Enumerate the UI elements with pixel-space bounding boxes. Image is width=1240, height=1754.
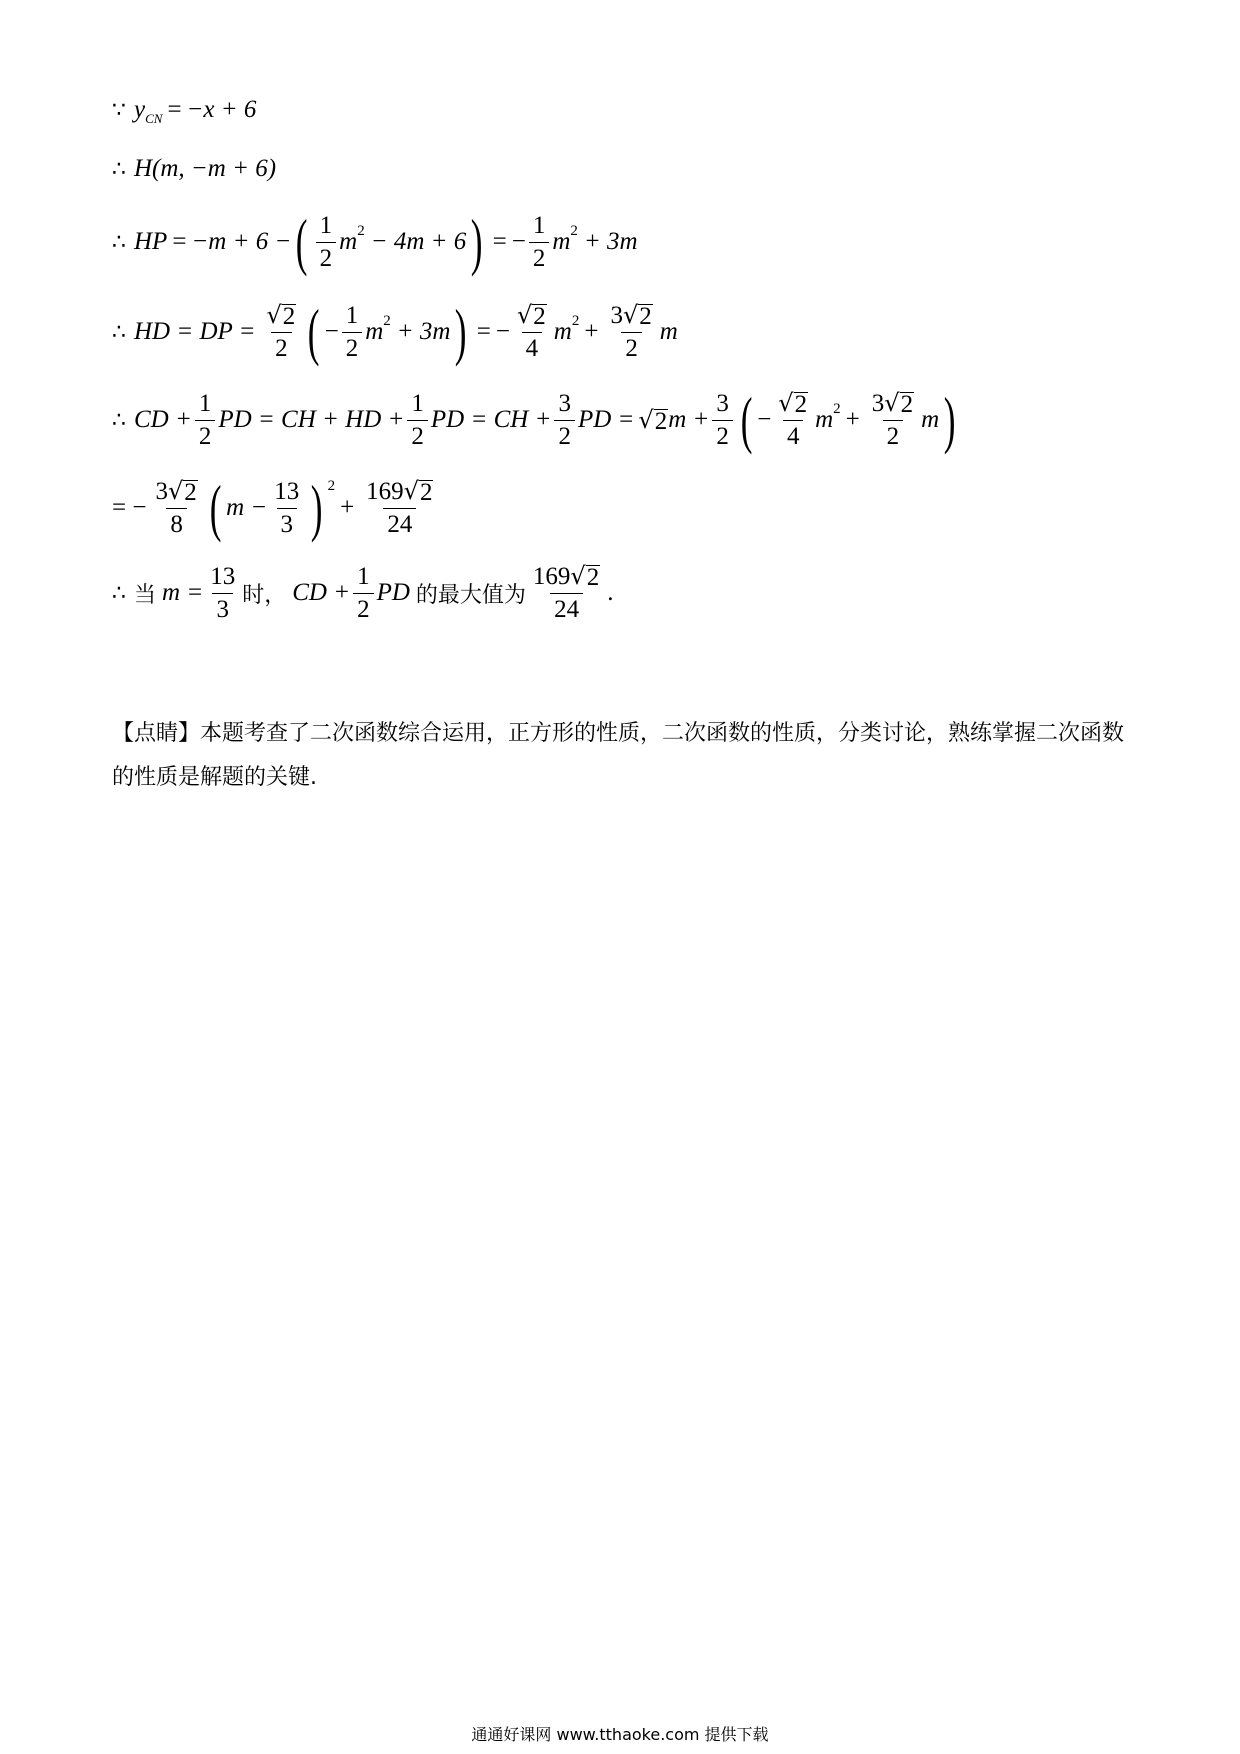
because-symbol: ∵ xyxy=(112,97,126,123)
fraction-half: $\frac{1}{2}$ xyxy=(316,212,337,273)
m-var: m xyxy=(553,318,572,345)
term: + 3m xyxy=(396,318,451,345)
hd-dp-label: HD = DP = xyxy=(134,318,256,345)
right-paren: ) xyxy=(471,206,483,277)
term: −m + 6 − xyxy=(191,228,292,255)
term: m − xyxy=(226,494,268,521)
plus: + xyxy=(584,318,599,345)
term: + 3m xyxy=(583,228,638,255)
term: CD + xyxy=(292,579,351,606)
fraction-three-halves: $\frac{3}{2}$ xyxy=(712,390,733,451)
m-var: m xyxy=(815,406,834,433)
fraction-13-over-3: $\frac{13}{3}$ xyxy=(210,562,236,623)
fraction-sqrt2-over-4: √ 2 4 xyxy=(516,301,546,362)
therefore-symbol: ∴ xyxy=(112,319,126,345)
fraction-3sqrt2-over-2: 3 √ 2 2 xyxy=(610,301,652,362)
fraction-sqrt2-over-2: √ 2 2 xyxy=(266,301,296,362)
period: . xyxy=(607,579,614,606)
fraction-3sqrt2-over-8: 3 √ 2 8 xyxy=(155,477,197,538)
fraction-half: $\frac{1}{2}$ xyxy=(407,390,428,451)
minus: − xyxy=(757,406,772,433)
right-paren: ) xyxy=(943,384,956,455)
right-paren: ) xyxy=(455,296,467,367)
equals: = xyxy=(476,318,491,345)
fraction-sqrt2-over-4: √ 2 4 xyxy=(778,389,808,450)
fraction-half: $\frac{1}{2}$ xyxy=(529,212,550,273)
rhs: −x + 6 xyxy=(186,96,257,123)
point-h: H(m, −m + 6) xyxy=(134,155,277,182)
term: CD + xyxy=(134,406,192,433)
sqrt2: √ 2 xyxy=(638,406,668,435)
fraction-three-halves: $\frac{3}{2}$ xyxy=(554,390,575,451)
text-shi: 时， xyxy=(242,582,287,608)
y-var: y xyxy=(134,96,146,123)
m-var: m xyxy=(365,318,384,345)
fraction-half: $\frac{1}{2}$ xyxy=(195,390,216,451)
equation-line-3: ∴ HP = −m + 6 − ( $\frac{1}{2}$ m 2 − 4m + 6 ) = − $\frac{1}{2}$ m 2 + 3m xyxy=(112,206,638,277)
left-paren: ( xyxy=(209,472,222,543)
fraction-half: $\frac{1}{2}$ xyxy=(353,563,374,624)
equation-line-2 xyxy=(112,155,276,183)
therefore-symbol: ∴ xyxy=(112,407,126,433)
fraction-169sqrt2-over-24: 169 √ 2 24 xyxy=(366,477,433,538)
m-var: m xyxy=(339,228,358,255)
plus: + xyxy=(340,494,355,521)
left-paren: ( xyxy=(308,296,320,367)
equation-line-6 xyxy=(112,472,440,543)
equals: = xyxy=(492,228,507,255)
hp-label: HP xyxy=(134,228,168,255)
fraction-13-over-3: $\frac{13}{3}$ xyxy=(274,477,300,538)
m-var: m xyxy=(659,318,678,345)
text-dang: 当 xyxy=(134,582,157,608)
right-paren: ) xyxy=(311,472,323,543)
equation-line-7 xyxy=(112,562,613,624)
minus: − xyxy=(495,318,510,345)
equation-line-1 xyxy=(112,96,256,124)
left-paren: ( xyxy=(296,206,308,277)
fraction-3sqrt2-over-2: 3 √ 2 2 xyxy=(871,389,914,450)
footer: 通通好课网 www.tthaoke.com 提供下载 xyxy=(471,1725,769,1744)
exponent: 2 xyxy=(327,477,336,494)
comment-paragraph: 【点睛】本题考查了二次函数综合运用，正方形的性质，二次函数的性质，分类讨论，熟练掌握二次函数的性质是解题的关键. xyxy=(112,721,1125,790)
y-subscript: CN xyxy=(145,111,163,126)
equation-line-4: ∴ HD = DP = √ 2 2 ( − $\frac{1}{2}$ m 2 + 3m ) = − √ 2 4 m 2 + 3 √ 2 2 m xyxy=(112,296,678,367)
minus: − xyxy=(324,318,339,345)
left-paren: ( xyxy=(740,384,753,455)
term: PD = xyxy=(577,406,635,433)
minus: − xyxy=(511,228,526,255)
therefore-symbol: ∴ xyxy=(112,156,126,182)
fraction-169sqrt2-over-24: 169 √ 2 24 xyxy=(532,562,600,623)
m-var: m xyxy=(921,406,940,433)
equals: = xyxy=(167,96,182,123)
pd-label: PD xyxy=(376,579,410,606)
plus: + xyxy=(845,406,860,433)
equals-minus: = − xyxy=(112,494,147,521)
equals: = xyxy=(172,228,187,255)
term: PD = CH + xyxy=(430,406,552,433)
m-var: m xyxy=(552,228,571,255)
term: − 4m + 6 xyxy=(370,228,467,255)
equation-line-5: ∴ CD + $\frac{1}{2}$ PD = CH + HD + $\frac{1}{2}$ PD = CH + $\frac{3}{2}$ PD = √ 2 m + $\frac{3}{2}$ ( − √ 2 4 m 2 + 3 √ 2 2 m ) xyxy=(112,384,956,455)
m-equals: m = xyxy=(162,579,204,606)
therefore-symbol: ∴ xyxy=(112,229,126,255)
therefore-symbol: ∴ xyxy=(112,580,126,606)
term: PD = CH + HD + xyxy=(218,406,405,433)
text-max-value: 的最大值为 xyxy=(415,582,526,608)
fraction-half: $\frac{1}{2}$ xyxy=(342,302,363,363)
term: m + xyxy=(668,406,710,433)
